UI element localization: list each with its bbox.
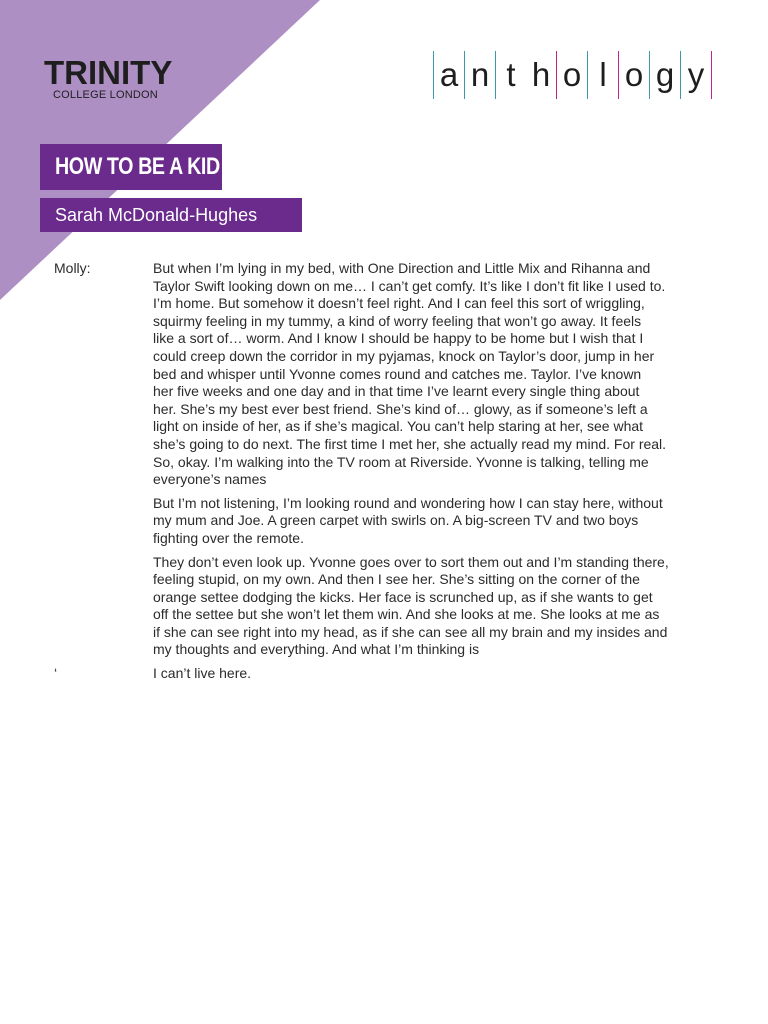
anthology-letter: g: [655, 56, 675, 93]
anthology-letter: y: [687, 56, 705, 93]
speech-lines: [153, 665, 718, 683]
anthology-logo: [433, 51, 712, 99]
script-row: [54, 665, 718, 683]
speaker-label: ‘: [54, 665, 58, 682]
speech-paragraph: I can’t live here.: [153, 665, 252, 682]
trinity-logo: [44, 54, 173, 102]
anthology-letter: o: [562, 56, 582, 93]
play-title: [40, 144, 222, 190]
speech-paragraph: But I’m not listening, I’m looking round and wondering how I can stay here, without my mum and Joe. A green carpet with swirls on. A big-screen TV and two boys fighting over the remote.: [153, 494, 663, 546]
script-row: [54, 260, 718, 659]
anthology-letter: t: [506, 56, 516, 93]
logo-sub-text: COLLEGE LONDON: [53, 89, 158, 101]
anthology-letter: a: [439, 56, 459, 93]
speech-lines: [153, 260, 718, 659]
logo-main-text: TRINITY: [44, 54, 173, 91]
anthology-letter: l: [599, 56, 607, 93]
script-body: [54, 260, 718, 689]
anthology-letter: o: [624, 56, 644, 93]
speech-paragraph: They don’t even look up. Yvonne goes over to sort them out and I’m standing there, feeling stupid, on my own. And then I see her. She’s sitting on the corner of the orange settee dodging the kicks. Her face is scrunched up, as if she wants to get off the settee but she won’t let them win. And she looks at me. She looks at me as if she can see right into my head, as if she can see all my brain and my insides and my thoughts and everything. And what I’m thinking is: [153, 553, 669, 658]
speaker-label: Molly:: [54, 260, 91, 276]
anthology-letter: n: [470, 56, 490, 93]
play-title-text: HOW TO BE A KID: [55, 153, 220, 180]
anthology-letter: h: [531, 56, 551, 93]
anthology-divider: [711, 51, 712, 99]
author-name: Sarah McDonald-Hughes: [40, 198, 302, 232]
speech-paragraph: But when I’m lying in my bed, with One Direction and Little Mix and Rihanna and Taylor Swift looking down on me… I can’t get comfy. It’s like I don’t fit like I used to. I’m home. But somehow it doesn’t feel right. And I can feel this sort of wriggling, squirmy feeling in my tummy, a kind of worry feeling that won’t go away. It feels like a sort of… worm. And I know I should be happy to be home but I wish that I could creep down the corridor in my pyjamas, knock on Taylor’s door, jump in her bed and whisper until Yvonne comes round and catches me. Taylor. I’ve known her five weeks and one day and in that time I’ve learnt every single thing about her. She’s my best ever best friend. She’s kind of… glowy, as if someone’s left a light on inside of her, as if she’s magical. You can’t help staring at her, see what she’s going to do next. The first time I met her, she actually read my mind. For real. So, okay. I’m walking into the TV room at Riverside. Yvonne is talking, telling me everyone’s names: [153, 260, 667, 488]
